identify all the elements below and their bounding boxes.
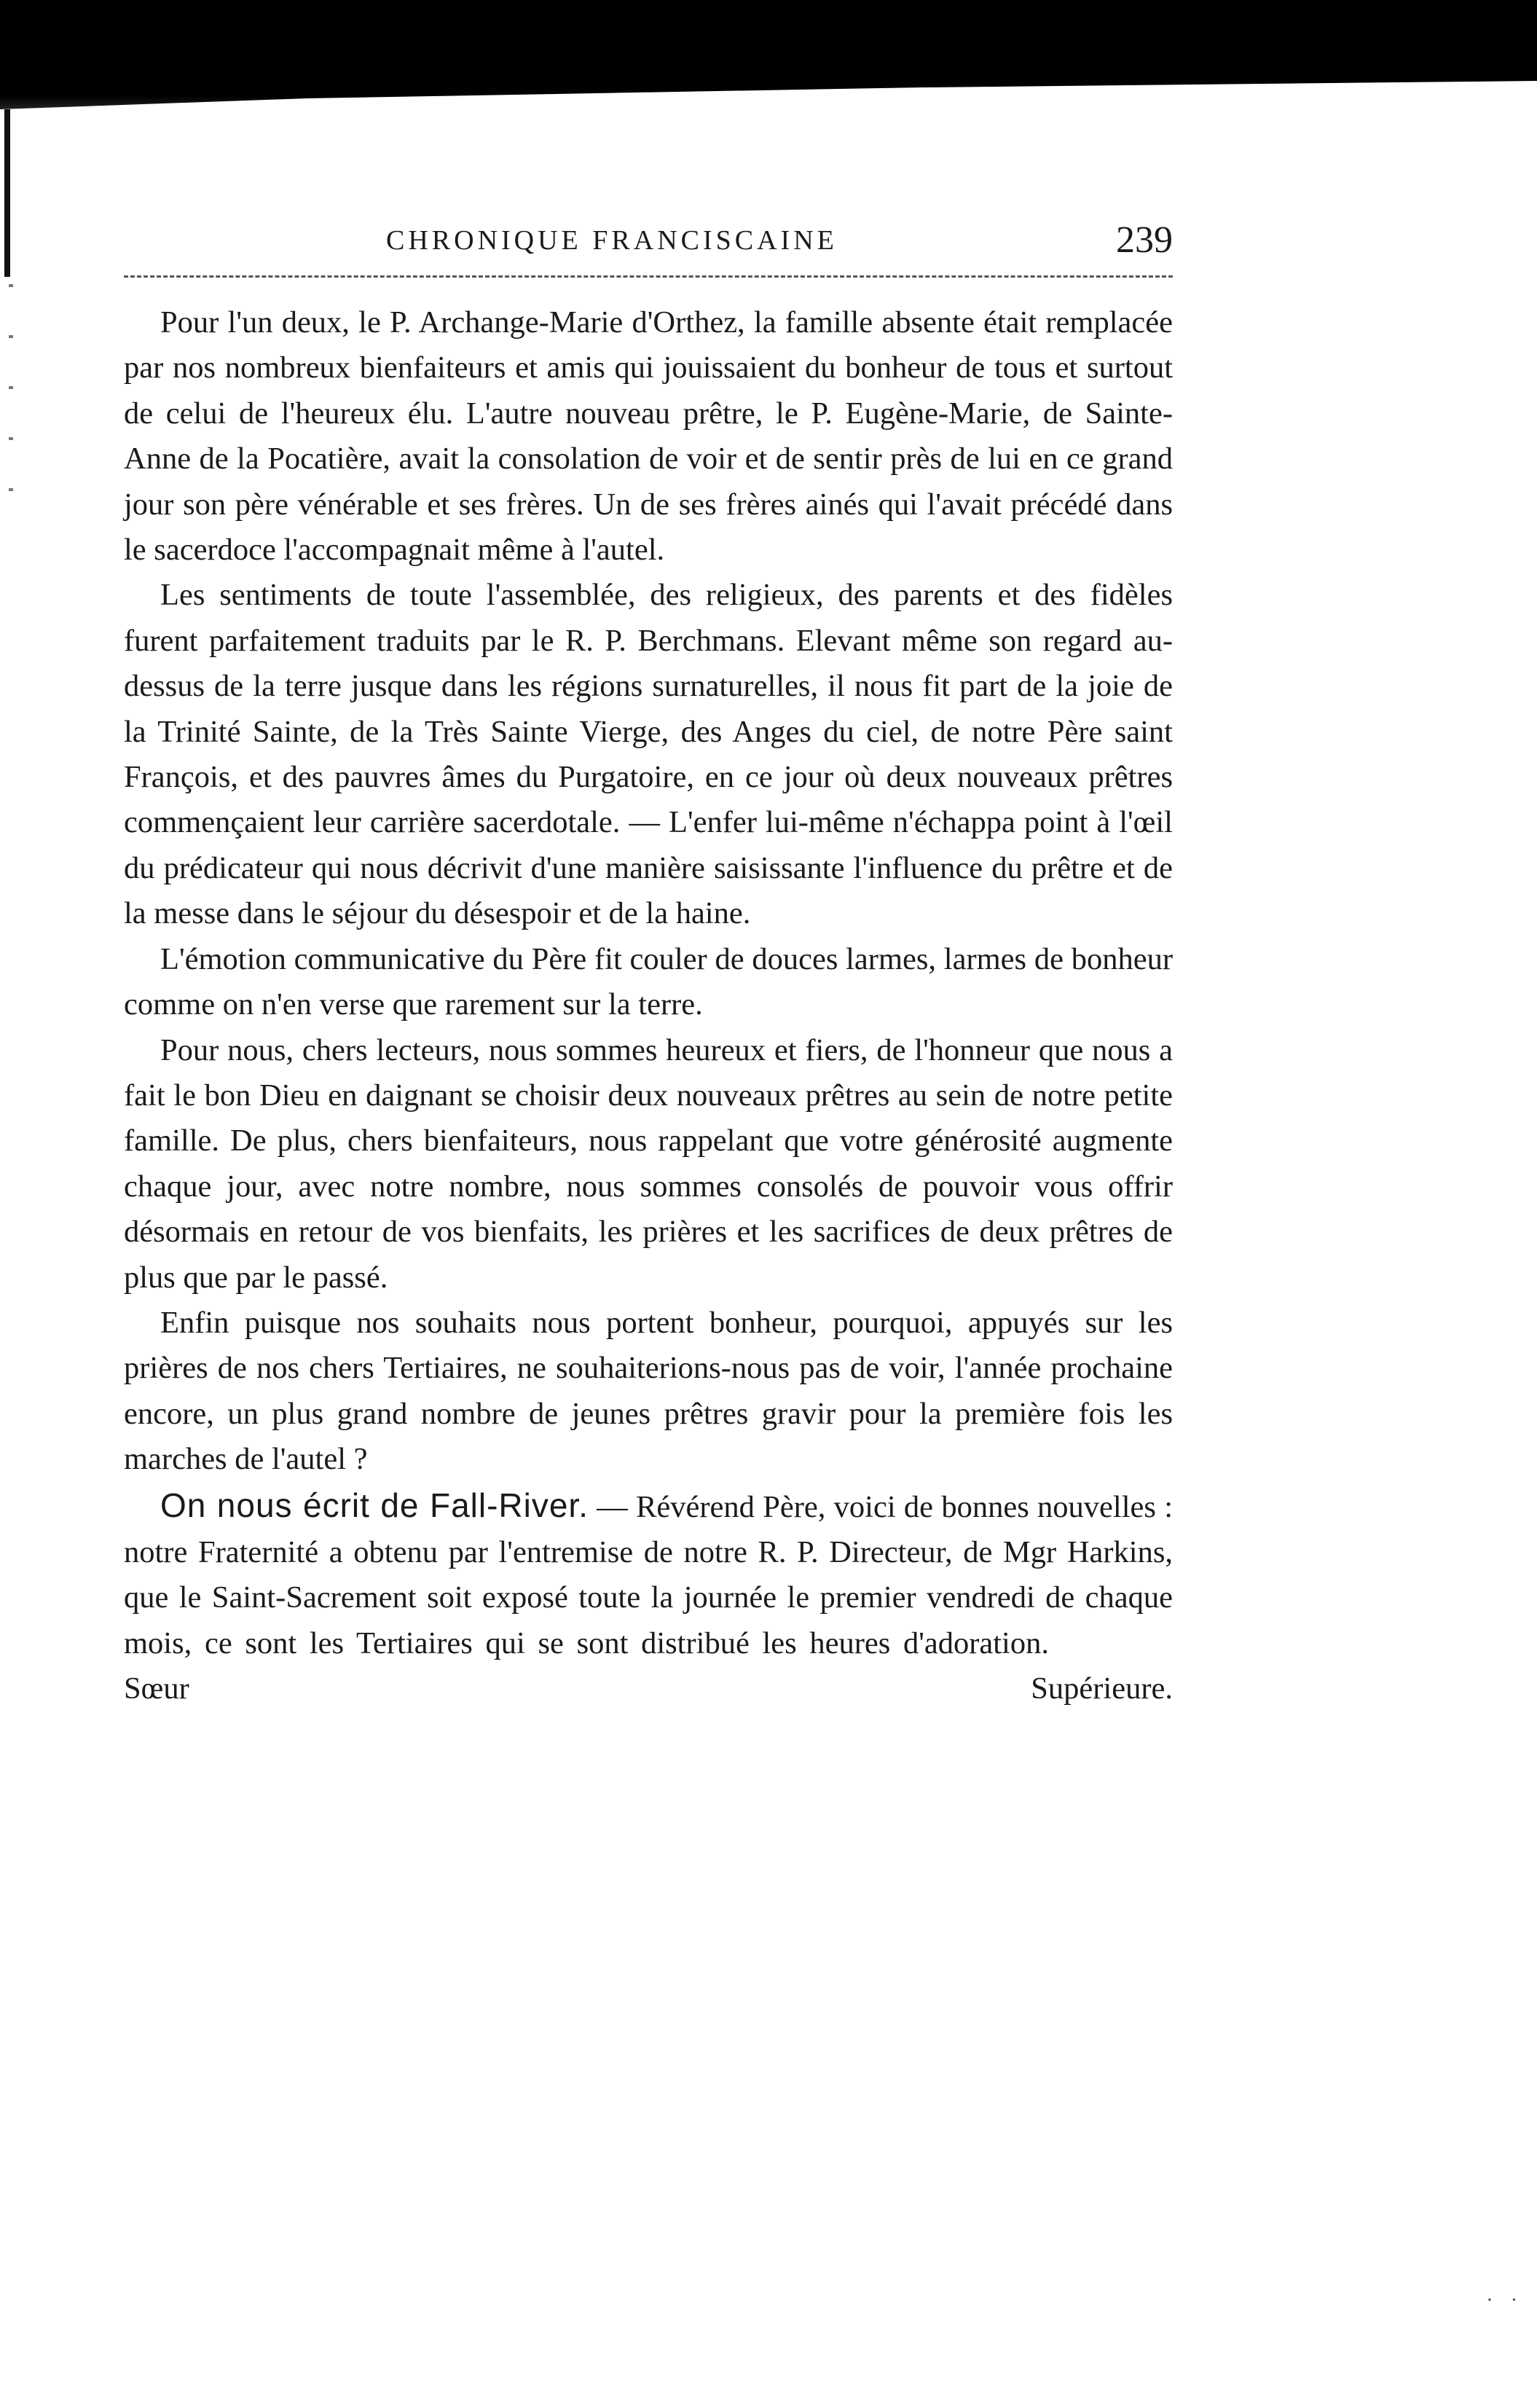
header-rule [124, 275, 1173, 278]
paragraph-emotion: L'émotion communicative du Père fit couler de douces larmes, larmes de bonheur comme on n'en verse que rarement sur la terre. [124, 941, 1173, 1022]
paragraph-wishes: Enfin puisque nos souhaits nous portent bonheur, pourquoi, appuyés sur les prières de nos chers Tertiaires, ne souhaiterions-nous pas de voir, l'année prochaine encore, un plus grand nombre de jeunes prêtres gravir pour la première fois les marches de l'autel ? [124, 1305, 1173, 1477]
paragraph-fall-river-letter [124, 1483, 1173, 1712]
page-header [124, 219, 1173, 270]
letter-lead: On nous écrit de Fall-River. [160, 1486, 589, 1524]
paragraph-sermon: Les sentiments de toute l'assemblée, des religieux, des parents et des fidèles furent parfaitement traduits par le R. P. Berchmans. Elevant même son regard au-dessus de la terre jusque dans les régions surnaturelles, il nous fit part de la joie de la Trinité Sainte, de la Très Sainte Vierge, des Anges du ciel, de notre Père saint François, et des pauvres âmes du Purgatoire, en ce jour où deux nouveaux prêtres commençaient leur carrière sacerdotale. — L'enfer lui-même n'échappa point à l'œil du prédicateur qui nous décrivit d'une manière saisissante l'influence du prêtre et de la messe dans le séjour du désespoir et de la haine. [124, 578, 1173, 931]
scan-speck-bottom-right: · · [1486, 2288, 1524, 2312]
scan-border-top [0, 0, 1537, 109]
running-title: CHRONIQUE FRANCISCAINE [386, 225, 838, 256]
scan-border-left [4, 109, 10, 277]
page-body [124, 300, 1173, 1712]
paragraph-ordination-families: Pour l'un deux, le P. Archange-Marie d'Orthez, la famille absente était remplacée par nos nombreux bienfaiteurs et amis qui jouissaient du bonheur de tous et surtout de celui de l'heureux élu. L'autre nouveau prêtre, le P. Eugène-Marie, de Sainte-Anne de la Pocatière, avait la consolation de voir et de sentir près de lui en ce grand jour son père vénérable et ses frères. Un de ses frères ainés qui l'avait précédé dans le sacerdoce l'accompagnait même à l'autel. [124, 305, 1173, 568]
letter-text: — Révérend Père, voici de bonnes nouvelles : notre Fraternité a obtenu par l'entremise de notre R. P. Directeur, de Mgr Harkins, que le Saint-Sacrement soit exposé toute la journée le premier vendredi de chaque mois, ce sont les Tertiaires qui se sont distribué les heures d'adoration. [124, 1489, 1174, 1660]
scan-margin-specks [9, 284, 13, 503]
page-number: 239 [1116, 219, 1173, 261]
letter-signature: Sœur Supérieure. [124, 1671, 1173, 1706]
paragraph-readers: Pour nous, chers lecteurs, nous sommes heureux et fiers, de l'honneur que nous a fait le bon Dieu en daignant se choisir deux nouveaux prêtres au sein de notre petite famille. De plus, chers bienfaiteurs, nous rappelant que votre générosité augmente chaque jour, avec notre nombre, nous sommes consolés de pouvoir vous offrir désormais en retour de vos bienfaits, les prières et les sacrifices de deux prêtres de plus que par le passé. [124, 1032, 1173, 1295]
